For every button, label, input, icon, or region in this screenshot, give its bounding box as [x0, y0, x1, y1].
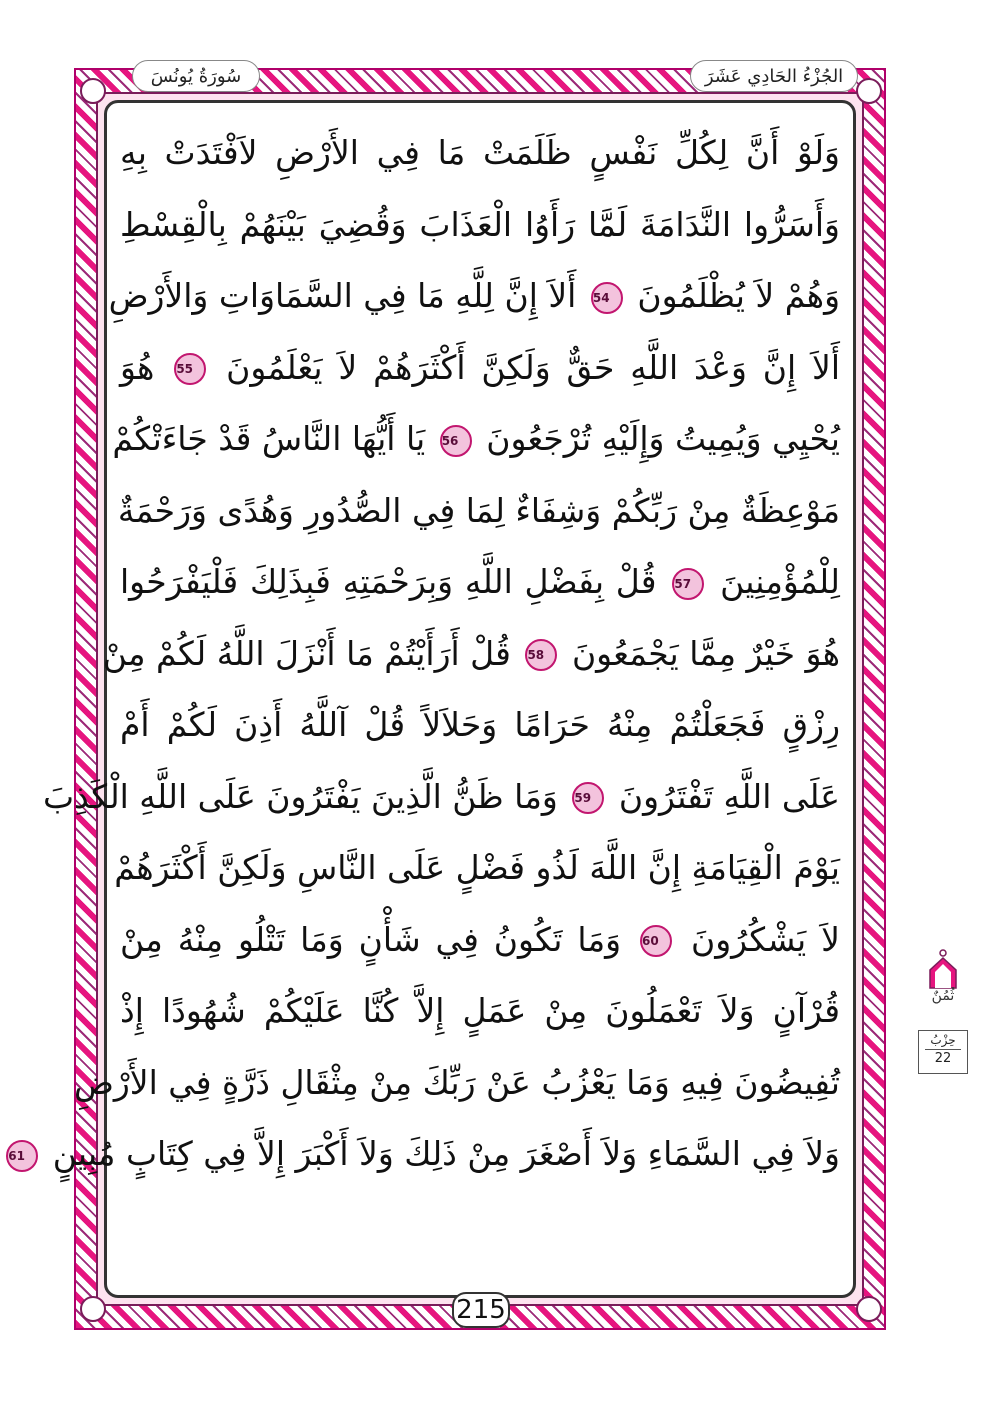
rub-marker — [920, 948, 966, 1026]
corner-ornament-top-right — [856, 78, 882, 104]
corner-ornament-bottom-right — [856, 1296, 882, 1322]
verse-text: وَلاَ فِي السَّمَاءِ وَلاَ أَصْغَرَ مِنْ ذَلِكَ وَلاَ أَكْبَرَ إِلاَّ فِي كِتَابٍ مُبِينٍ — [52, 1134, 840, 1173]
hizb-marker — [918, 1030, 968, 1074]
ayah-number-marker: 54 — [591, 282, 623, 314]
corner-ornament-bottom-left — [80, 1296, 106, 1322]
hizb-number: 22 — [925, 1049, 961, 1068]
verse-text: لاَ يَشْكُرُونَ — [691, 919, 840, 959]
ayah-number-marker: 61 — [6, 1140, 38, 1172]
verse-line — [120, 976, 840, 1046]
verse-text: يُحْيِي وَيُمِيتُ وَإِلَيْهِ تُرْجَعُونَ — [486, 419, 840, 458]
verse-line — [117, 476, 840, 546]
surah-label: سُورَةُ يُونُسَ — [150, 65, 242, 87]
verse-line — [120, 905, 840, 975]
verse-text: وَمَا ظَنُّ الَّذِينَ يَفْتَرُونَ عَلَى اللَّهِ الْكَذِبَ — [42, 776, 558, 816]
ayah-number-marker: 60 — [640, 925, 672, 957]
verse-text: يَا أَيُّهَا النَّاسُ قَدْ جَاءَتْكُمْ — [112, 419, 426, 458]
verse-line — [8, 1119, 840, 1189]
verse-line — [112, 404, 840, 474]
verse-text: أَلاَ إِنَّ وَعْدَ اللَّهِ حَقٌّ وَلَكِنَّ أَكْثَرَهُمْ لاَ يَعْلَمُونَ — [226, 347, 840, 387]
verse-line — [114, 833, 840, 903]
ayah-number-marker: 59 — [572, 782, 604, 814]
verse-text: وَلَوْ أَنَّ لِكُلِّ نَفْسٍ ظَلَمَتْ مَا فِي الأَرْضِ لاَفْتَدَتْ بِهِ — [120, 133, 840, 172]
verse-text: هُوَ خَيْرٌ مِمَّا يَجْمَعُونَ — [571, 633, 840, 673]
verse-text: قُلْ بِفَضْلِ اللَّهِ وَبِرَحْمَتِهِ فَبِذَلِكَ فَلْيَفْرَحُوا — [120, 562, 657, 601]
verse-line — [108, 261, 840, 331]
verse-line — [120, 547, 840, 617]
verse-text: أَلاَ إِنَّ لِلَّهِ مَا فِي السَّمَاوَاتِ وَالأَرْضِ — [108, 276, 577, 315]
verse-text: لِلْمُؤْمِنِينَ — [720, 562, 840, 601]
verse-text: وَهُمْ لاَ يُظْلَمُونَ — [637, 276, 840, 315]
ayah-number-marker: 57 — [672, 568, 704, 600]
rub-label: ثُمُنٌ — [931, 988, 955, 1004]
verse-line — [120, 333, 840, 403]
ayah-number-marker: 55 — [174, 353, 206, 385]
juz-label: الجُزْءُ الحَادِي عَشَرَ — [704, 65, 844, 87]
juz-header — [690, 60, 858, 92]
verse-text: عَلَى اللَّهِ تَفْتَرُونَ — [618, 776, 840, 816]
ayah-number-marker: 56 — [440, 425, 472, 457]
surah-header — [132, 60, 260, 92]
verse-text: تُفِيضُونَ فِيهِ وَمَا يَعْزُبُ عَنْ رَبِّكَ مِنْ مِثْقَالِ ذَرَّةٍ فِي الأَرْضِ — [73, 1062, 840, 1102]
verse-text: وَمَا تَكُونُ فِي شَأْنٍ وَمَا تَتْلُو مِنْهُ مِنْ — [120, 919, 622, 959]
verse-text: هُوَ — [120, 347, 155, 387]
verse-text: يَوْمَ الْقِيَامَةِ إِنَّ اللَّهَ لَذُو فَضْلٍ عَلَى النَّاسِ وَلَكِنَّ أَكْثَرَهُمْ — [114, 848, 840, 887]
verse-text: قُرْآنٍ وَلاَ تَعْمَلُونَ مِنْ عَمَلٍ إِلاَّ كُنَّا عَلَيْكُمْ شُهُودًا إِذْ — [120, 991, 840, 1030]
verse-text: قُلْ أَرَأَيْتُمْ مَا أَنْزَلَ اللَّهُ لَكُمْ مِنْ — [102, 633, 511, 673]
verse-line — [102, 619, 840, 689]
verse-text: مَوْعِظَةٌ مِنْ رَبِّكُمْ وَشِفَاءٌ لِمَا فِي الصُّدُورِ وَهُدًى وَرَحْمَةٌ — [117, 490, 840, 530]
verse-text: وَأَسَرُّوا النَّدَامَةَ لَمَّا رَأَوُا الْعَذَابَ وَقُضِيَ بَيْنَهُمْ بِالْقِسْطِ — [120, 204, 840, 244]
verse-line — [73, 1048, 840, 1118]
ayah-number-marker: 58 — [525, 639, 557, 671]
verse-text: رِزْقٍ فَجَعَلْتُمْ مِنْهُ حَرَامًا وَحَلاَلاً قُلْ آللَّهُ أَذِنَ لَكُمْ أَمْ — [120, 705, 840, 744]
hizb-label: حِزْبُ — [930, 1033, 956, 1047]
verse-line — [120, 690, 840, 760]
verse-line — [120, 118, 840, 188]
verse-line — [120, 190, 840, 260]
corner-ornament-top-left — [80, 78, 106, 104]
verse-line — [42, 762, 840, 832]
page-number: 215 — [452, 1292, 510, 1328]
rub-ornament-icon — [920, 948, 966, 988]
